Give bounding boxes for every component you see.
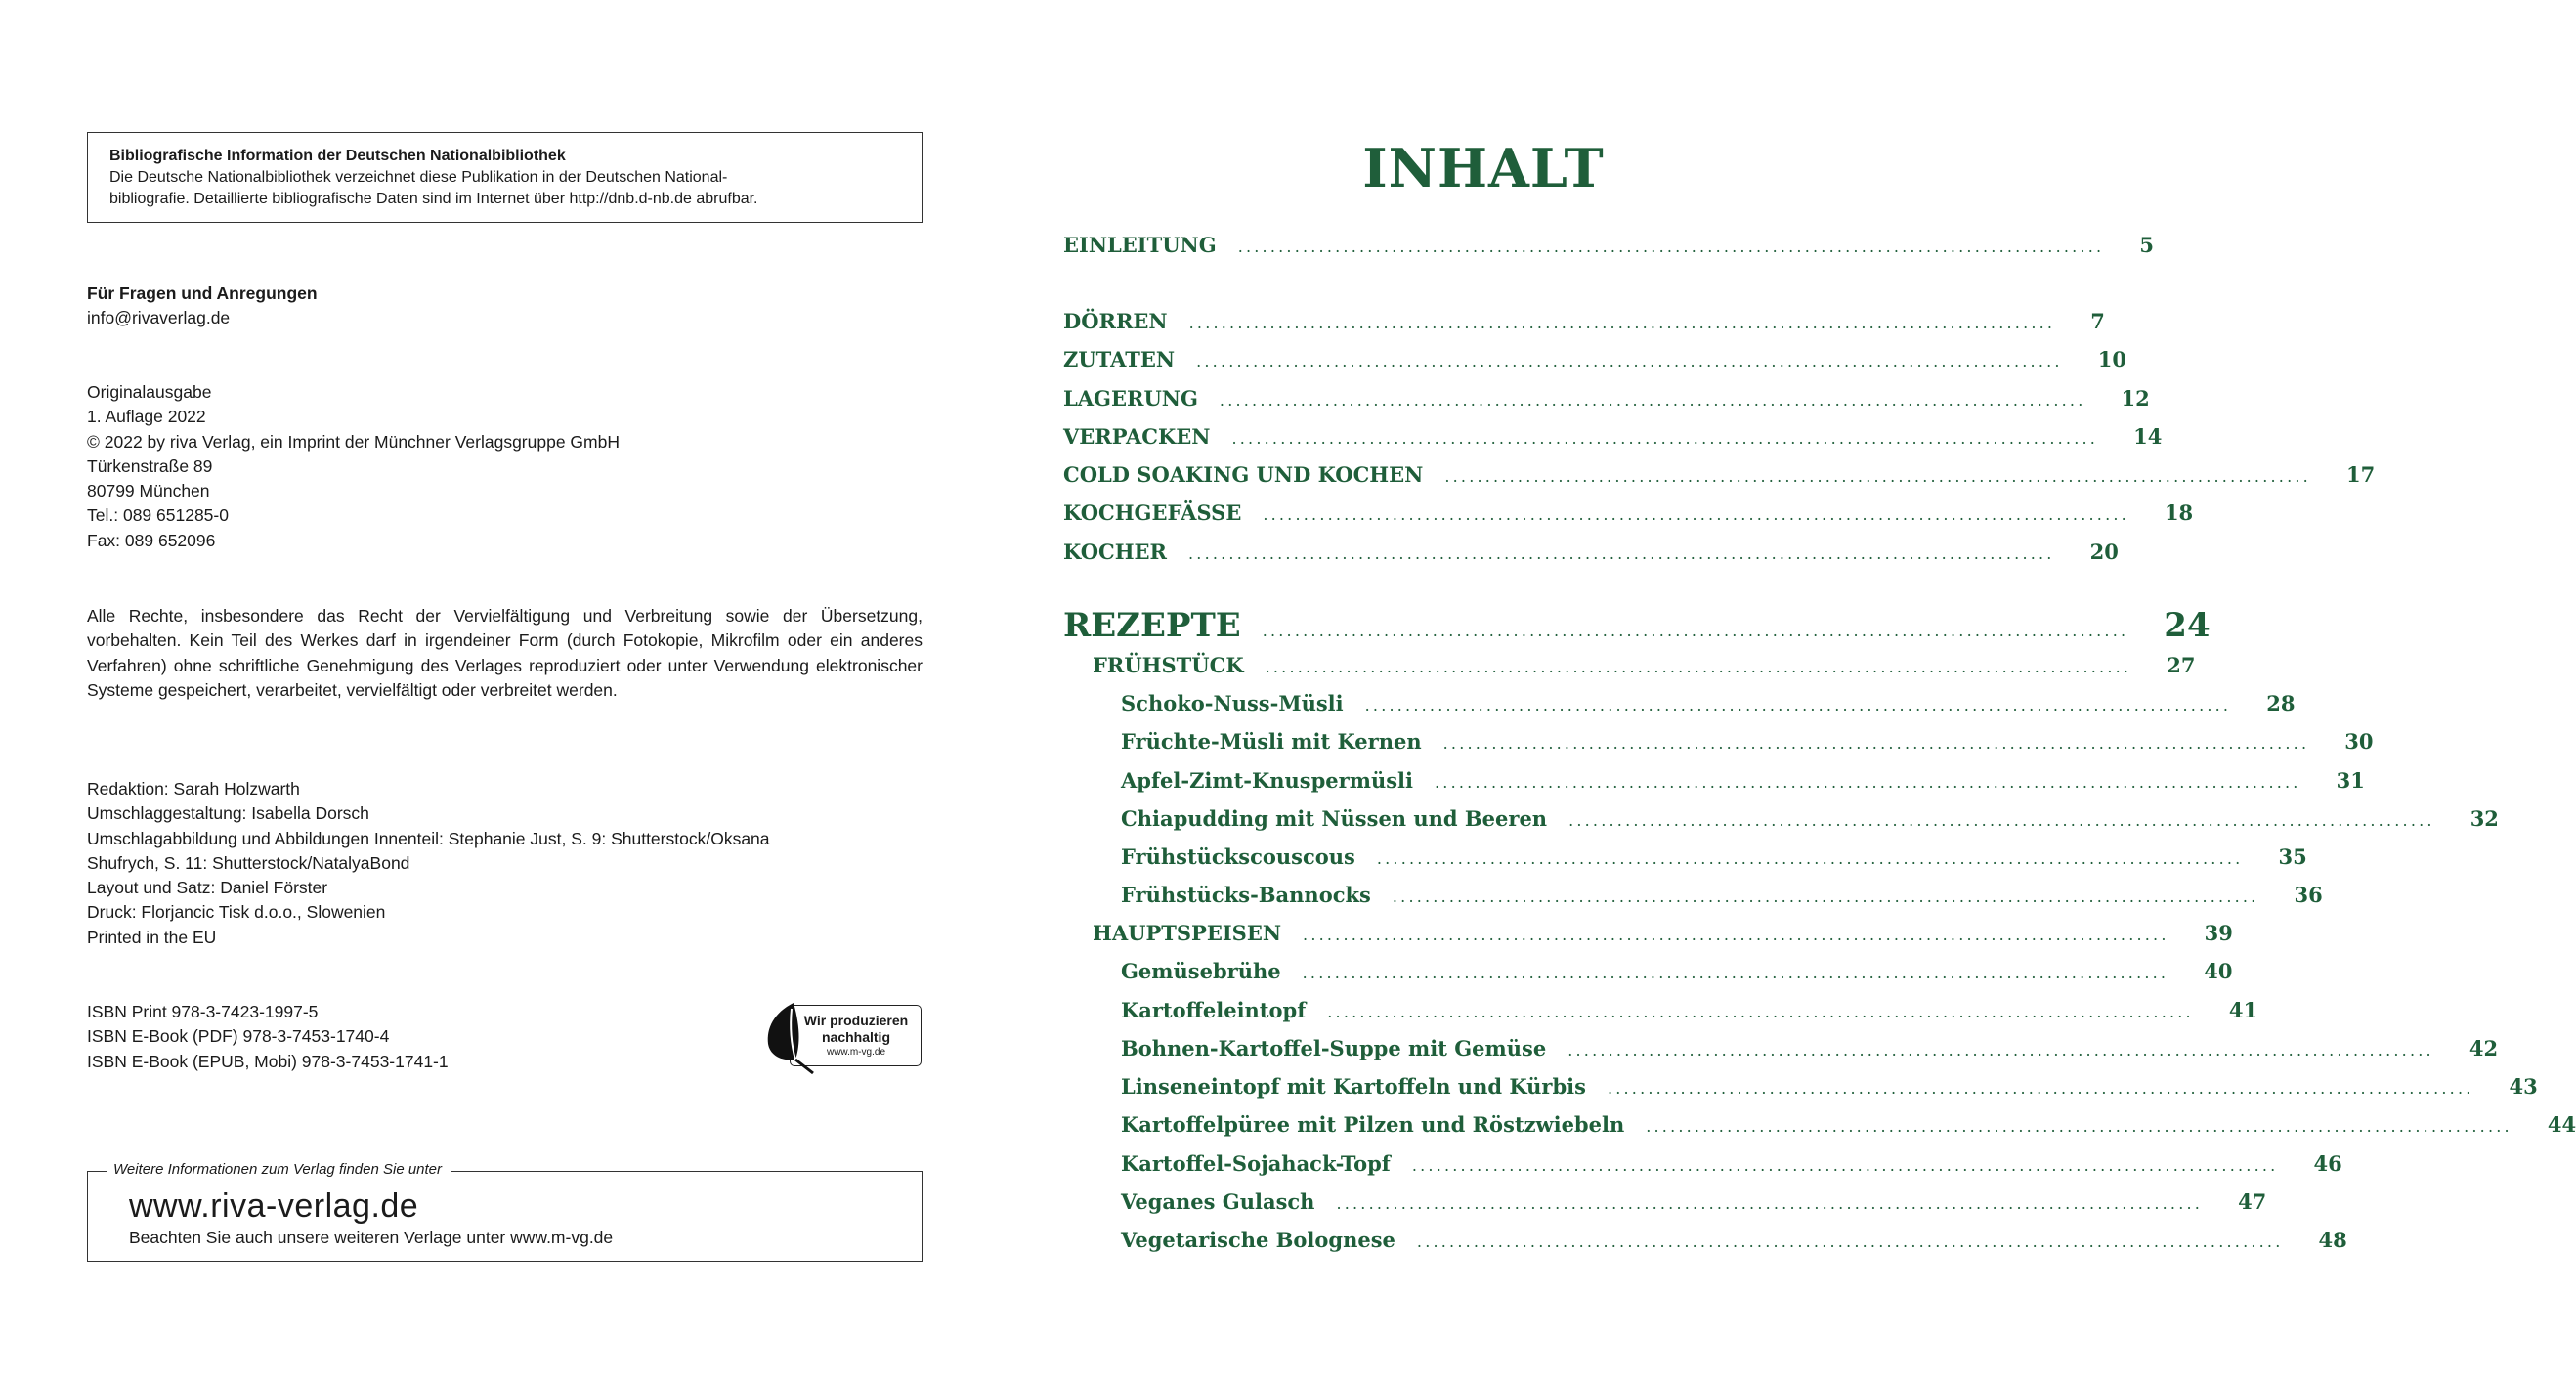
toc-entry[interactable] xyxy=(1063,1151,2342,1176)
credit-line: Printed in the EU xyxy=(87,927,217,947)
toc-leader-dots: ........................................................................................................... xyxy=(1411,1156,2279,1175)
edition-line: © 2022 by riva Verlag, ein Imprint der Münchner Verlagsgruppe GmbH xyxy=(87,431,620,452)
toc-entry-page: 48 xyxy=(2318,1228,2347,1252)
toc-entry-page: 42 xyxy=(2469,1036,2499,1060)
toc-entry-page: 7 xyxy=(2090,309,2105,333)
toc-leader-dots: ........................................................................................................... xyxy=(1237,238,2105,256)
toc-leader-dots: ........................................................................................................... xyxy=(1442,734,2310,753)
toc-entry-label: REZEPTE xyxy=(1063,606,1241,645)
toc-leader-dots: ........................................................................................................... xyxy=(1327,1003,2194,1021)
toc-entry-label: Apfel-Zimt-Knuspermüsli xyxy=(1121,768,1413,793)
toc-leader-dots: ........................................................................................................... xyxy=(1567,1041,2434,1060)
toc-entry[interactable] xyxy=(1063,233,2154,257)
toc-entry-label: Vegetarische Bolognese xyxy=(1121,1228,1395,1252)
toc-leader-dots: ........................................................................................................... xyxy=(1303,926,2169,944)
bib-title: Bibliografische Information der Deutschen Nationalbibliothek xyxy=(109,148,566,164)
toc-entry-label: FRÜHSTÜCK xyxy=(1093,653,1244,677)
toc-entry[interactable] xyxy=(1063,1074,2538,1099)
edition-line: 1. Auflage 2022 xyxy=(87,407,206,427)
toc-entry-label: Kartoffeleintopf xyxy=(1121,998,1307,1022)
toc-entry-page: 28 xyxy=(2266,691,2296,715)
toc-entry-page: 46 xyxy=(2313,1151,2342,1176)
toc-entry-page: 14 xyxy=(2133,424,2163,449)
credits-block xyxy=(87,777,770,950)
page-title: INHALT xyxy=(1362,137,1605,199)
toc-entry[interactable] xyxy=(1063,1036,2499,1060)
toc-entry[interactable] xyxy=(1063,806,2499,831)
toc-entry-label: Frühstückscouscous xyxy=(1121,844,1355,869)
contact-block xyxy=(87,281,318,331)
toc-entry-label: Früchte-Müsli mit Kernen xyxy=(1121,729,1422,754)
toc-entry-label: Bohnen-Kartoffel-Suppe mit Gemüse xyxy=(1121,1036,1547,1060)
edition-line: Tel.: 089 651285-0 xyxy=(87,505,229,526)
toc-entry[interactable] xyxy=(1063,1190,2267,1214)
toc-entry[interactable] xyxy=(1063,844,2307,869)
toc-entry-page: 24 xyxy=(2164,606,2211,645)
badge-line-2: nachhaltig xyxy=(821,1029,890,1045)
toc-entry-page: 27 xyxy=(2167,653,2196,677)
toc-leader-dots: ........................................................................................................... xyxy=(1646,1117,2512,1136)
toc-entry[interactable] xyxy=(1063,691,2296,715)
toc-entry[interactable] xyxy=(1063,309,2105,333)
toc-leader-dots: ........................................................................................................... xyxy=(1231,429,2099,448)
toc-entry-label: Veganes Gulasch xyxy=(1121,1190,1315,1214)
toc-entry[interactable] xyxy=(1063,606,2211,645)
toc-entry-label: Frühstücks-Bannocks xyxy=(1121,883,1371,907)
toc-entry-label: HAUPTSPEISEN xyxy=(1093,921,1282,945)
badge-text xyxy=(792,1013,921,1046)
toc-leader-dots: ........................................................................................................... xyxy=(1416,1233,2284,1251)
toc-entry[interactable] xyxy=(1063,653,2196,677)
edition-line: Türkenstraße 89 xyxy=(87,455,213,476)
credit-line: Druck: Florjancic Tisk d.o.o., Slowenien xyxy=(87,902,386,923)
toc-leader-dots: ........................................................................................................... xyxy=(1364,696,2232,714)
toc-leader-dots: ........................................................................................................... xyxy=(1262,622,2129,640)
toc-entry[interactable] xyxy=(1063,386,2150,411)
toc-entry-page: 40 xyxy=(2204,959,2233,983)
rights-paragraph: Alle Rechte, insbesondere das Recht der Vervielfältigung und Verbreitung sowie der Übersetzung, vorbehalten. Kein Teil des Werkes darf in irgendeiner Form (durch Fotokopie, Mikrofilm oder ein anderes Verfahren) ohne schriftliche Genehmigung des Verlages reproduziert oder unter Verwendung elektronischer Systeme gespeichert, verarbeitet, vervielfältigt oder verbreitet werden. xyxy=(87,606,923,700)
toc-entry-page: 32 xyxy=(2469,806,2499,831)
toc-entry-page: 18 xyxy=(2164,500,2194,525)
toc-leader-dots: ........................................................................................................... xyxy=(1336,1194,2204,1213)
web-caption: Weitere Informationen zum Verlag finden Sie unter xyxy=(107,1161,451,1178)
credit-line: Shufrych, S. 11: Shutterstock/NatalyaBond xyxy=(87,852,410,873)
toc-entry-page: 47 xyxy=(2238,1190,2267,1214)
edition-line: Originalausgabe xyxy=(87,382,212,402)
toc-entry-label: VERPACKEN xyxy=(1063,424,1211,449)
credit-line: Layout und Satz: Daniel Förster xyxy=(87,878,328,898)
toc-entry[interactable] xyxy=(1063,1228,2347,1252)
isbn-line: ISBN E-Book (PDF) 978-3-7453-1740-4 xyxy=(87,1026,390,1047)
toc-entry-label: Chiapudding mit Nüssen und Beeren xyxy=(1121,806,1548,831)
toc-entry[interactable] xyxy=(1063,500,2194,525)
toc-entry-page: 43 xyxy=(2509,1074,2538,1099)
toc-entry[interactable] xyxy=(1063,768,2365,793)
toc-entry[interactable] xyxy=(1063,959,2233,983)
toc-entry-label: DÖRREN xyxy=(1063,309,1168,333)
toc-entry-page: 44 xyxy=(2547,1112,2576,1137)
toc-leader-dots: ........................................................................................................... xyxy=(1435,773,2301,792)
web-more-info: Beachten Sie auch unsere weiteren Verlage unter www.m-vg.de xyxy=(129,1228,614,1247)
toc-entry-page: 10 xyxy=(2097,347,2126,371)
credit-line: Redaktion: Sarah Holzwarth xyxy=(87,779,300,799)
toc-entry[interactable] xyxy=(1063,540,2119,564)
toc-entry-page: 30 xyxy=(2344,729,2374,754)
toc-leader-dots: ........................................................................................................... xyxy=(1392,887,2259,906)
toc-leader-dots: ........................................................................................................... xyxy=(1188,544,2055,563)
toc-entry-page: 35 xyxy=(2278,844,2307,869)
toc-leader-dots: ........................................................................................................... xyxy=(1444,467,2311,486)
toc-entry-page: 20 xyxy=(2089,540,2119,564)
toc-entry-page: 36 xyxy=(2294,883,2323,907)
bib-line-2: bibliografie. Detaillierte bibliografische Daten sind im Internet über http://dnb.d-nb.de abrufbar. xyxy=(109,191,758,207)
toc-entry[interactable] xyxy=(1063,462,2376,487)
toc-entry-page: 41 xyxy=(2228,998,2258,1022)
toc-entry-label: Kartoffel-Sojahack-Topf xyxy=(1121,1151,1391,1176)
toc-entry-label: Kartoffelpüree mit Pilzen und Röstzwiebeln xyxy=(1121,1112,1625,1137)
toc-entry-page: 39 xyxy=(2204,921,2233,945)
contact-email[interactable]: info@rivaverlag.de xyxy=(87,308,231,328)
edition-line: 80799 München xyxy=(87,481,210,501)
edition-block xyxy=(87,380,620,553)
toc-entry-page: 5 xyxy=(2139,233,2154,257)
credit-line: Umschlaggestaltung: Isabella Dorsch xyxy=(87,803,369,824)
isbn-line: ISBN Print 978-3-7423-1997-5 xyxy=(87,1002,319,1021)
credit-line: Umschlagabbildung und Abbildungen Innenteil: Stephanie Just, S. 9: Shutterstock/Oksana xyxy=(87,828,770,848)
toc-entry-page: 12 xyxy=(2121,386,2150,411)
sustainability-badge xyxy=(764,999,923,1072)
edition-line: Fax: 089 652096 xyxy=(87,530,216,550)
toc-entry[interactable] xyxy=(1063,424,2163,449)
toc-entry-label: Linseneintopf mit Kartoffeln und Kürbis xyxy=(1121,1074,1586,1099)
toc-leader-dots: ........................................................................................................... xyxy=(1302,964,2169,982)
publisher-url[interactable]: www.riva-verlag.de xyxy=(129,1188,419,1225)
bib-line-1: Die Deutsche Nationalbibliothek verzeichnet diese Publikation in der Deutschen National- xyxy=(109,169,728,186)
toc-entry[interactable] xyxy=(1063,347,2126,371)
toc-entry-label: Schoko-Nuss-Müsli xyxy=(1121,691,1344,715)
bibliographic-info-box xyxy=(87,132,923,223)
toc-leader-dots: ........................................................................................................... xyxy=(1188,314,2056,332)
toc-leader-dots: ........................................................................................................... xyxy=(1568,811,2435,830)
toc-entry-page: 17 xyxy=(2345,462,2376,487)
isbn-line: ISBN E-Book (EPUB, Mobi) 978-3-7453-1741-1 xyxy=(87,1051,449,1071)
toc-entry-label: LAGERUNG xyxy=(1063,386,1198,411)
toc-leader-dots: ........................................................................................................... xyxy=(1376,849,2244,868)
toc-entry[interactable] xyxy=(1063,998,2258,1022)
toc-entry[interactable] xyxy=(1063,883,2323,907)
toc-entry-label: ZUTATEN xyxy=(1063,347,1176,371)
badge-url: www.m-vg.de xyxy=(826,1047,885,1058)
toc-leader-dots: ........................................................................................................... xyxy=(1196,352,2063,370)
toc-entry[interactable] xyxy=(1063,921,2233,945)
toc-leader-dots: ........................................................................................................... xyxy=(1219,391,2086,410)
toc-entry-label: COLD SOAKING UND KOCHEN xyxy=(1063,462,1424,487)
toc-leader-dots: ........................................................................................................... xyxy=(1265,658,2132,676)
toc-entry-label: EINLEITUNG xyxy=(1063,233,1217,257)
toc-entry-page: 31 xyxy=(2336,768,2365,793)
toc-entry-label: Gemüsebrühe xyxy=(1121,959,1281,983)
toc-entry-label: KOCHGEFÄSSE xyxy=(1063,500,1242,525)
toc-entry[interactable] xyxy=(1063,729,2374,754)
publisher-web-box xyxy=(87,1161,923,1262)
toc-leader-dots: ........................................................................................................... xyxy=(1607,1079,2474,1098)
toc-entry[interactable] xyxy=(1063,1112,2576,1137)
contact-title: Für Fragen und Anregungen xyxy=(87,283,318,303)
badge-line-1: Wir produzieren xyxy=(803,1013,909,1028)
isbn-block xyxy=(87,1000,449,1074)
toc-leader-dots: ........................................................................................................... xyxy=(1263,505,2129,524)
toc-entry-label: KOCHER xyxy=(1063,540,1167,564)
